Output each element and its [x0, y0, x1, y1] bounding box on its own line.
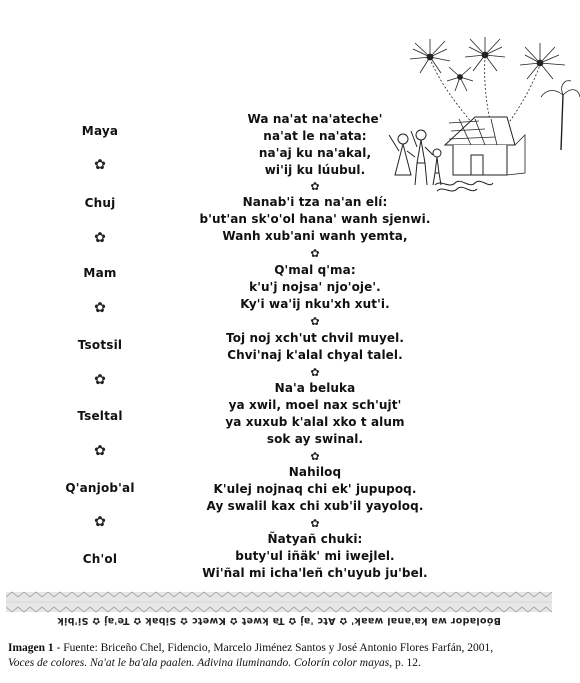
poem-line: ya xuxub k'alal xko t alum — [225, 415, 405, 429]
flower-icon: ✿ — [94, 371, 106, 387]
poem-line: na'aj ku na'akal, — [258, 146, 372, 160]
decorative-border-band — [6, 590, 552, 614]
flower-icon: ✿ — [94, 299, 106, 315]
poem-line: buty'ul iñäk' mi iwejlel. — [235, 549, 395, 563]
poem-line: b'ut'an sk'o'ol hana' wanh sjenwi. — [199, 212, 431, 226]
stanza-qanjobal — [190, 464, 440, 515]
poem-line: Wi'ñal mi icha'leñ ch'uyub ju'bel. — [202, 566, 428, 580]
poem-line: k'u'j nojsa' njo'oje'. — [249, 280, 381, 294]
poem-line: Wa na'at na'ateche' — [247, 112, 383, 126]
stanza-maya — [190, 111, 440, 179]
language-label-tsotsil: Tsotsil — [77, 338, 123, 352]
poem-line: Q'mal q'ma: — [274, 263, 356, 277]
language-label-chuj: Chuj — [84, 196, 116, 210]
poem-line: Ky'i wa'ij nku'xh xut'i. — [240, 297, 390, 311]
stanza-chol — [190, 531, 440, 582]
firework-burst-icon — [520, 43, 565, 79]
stanza-tsotsil — [190, 330, 440, 364]
poem-line: Nahiloq — [288, 465, 342, 479]
stanza-tseltal — [190, 380, 440, 448]
firework-burst-icon — [447, 67, 473, 91]
flower-icon: ✿ — [310, 248, 320, 260]
poem-line: na'at le na'ata: — [263, 129, 367, 143]
poem-line: Ay swalil kax chi xub'il yayoloq. — [206, 499, 424, 513]
poem-line: Ñatyañ chuki: — [267, 532, 363, 546]
caption-page: , p. 12. — [389, 657, 421, 669]
house-icon — [445, 117, 525, 175]
language-label-qanjobal: Q'anjob'al — [65, 481, 135, 495]
flower-icon: ✿ — [94, 229, 106, 245]
caption-source: - Fuente: Briceño Chel, Fidencio, Marcelo Jiménez Santos y José Antonio Flores Farfán, 2001, — [53, 642, 494, 654]
stanza-mam — [190, 262, 440, 313]
poem-line: Chvi'naj k'alal chyal talel. — [227, 348, 403, 362]
poem-line: sok ay swinal. — [266, 432, 364, 446]
language-label-mam: Mam — [83, 266, 117, 280]
flower-icon: ✿ — [310, 518, 320, 530]
stanza-chuj — [190, 194, 440, 245]
poem-line: Nanab'i tza na'an elí: — [242, 195, 388, 209]
flower-icon: ✿ — [310, 316, 320, 328]
flower-icon: ✿ — [310, 451, 320, 463]
border-text-upside-down: Bóolador wa ka'anal waak' ✿ Atc 'aj ✿ Ta kwet ✿ Kwetc ✿ Sibak ✿ Te'aj ✿ Si'bik — [57, 615, 501, 626]
flower-icon: ✿ — [94, 442, 106, 458]
poem-line: K'ulej nojnaq chi ek' jupupoq. — [213, 482, 417, 496]
firework-burst-icon — [410, 39, 450, 73]
poem-line: ya xwil, moel nax sch'ujt' — [228, 398, 402, 412]
poem-line: Na'a beluka — [274, 381, 356, 395]
flower-icon: ✿ — [94, 156, 106, 172]
language-label-chol: Ch'ol — [82, 552, 118, 566]
poem-line: wi'ij ku lúubul. — [264, 163, 366, 177]
caption-book-title: Voces de colores. Na'at le ba'ala paalen. Adivina iluminando. Colorín color mayas — [8, 657, 390, 669]
flower-icon: ✿ — [310, 367, 320, 379]
poem-line: Toj noj xch'ut chvil muyel. — [226, 331, 404, 345]
image-caption — [8, 641, 574, 671]
flower-icon: ✿ — [94, 513, 106, 529]
language-label-maya: Maya — [81, 124, 119, 138]
flower-icon: ✿ — [310, 181, 320, 193]
language-label-tseltal: Tseltal — [77, 409, 123, 423]
poem-line: Wanh xub'ani wanh yemta, — [222, 229, 408, 243]
caption-label: Imagen 1 — [8, 642, 54, 654]
